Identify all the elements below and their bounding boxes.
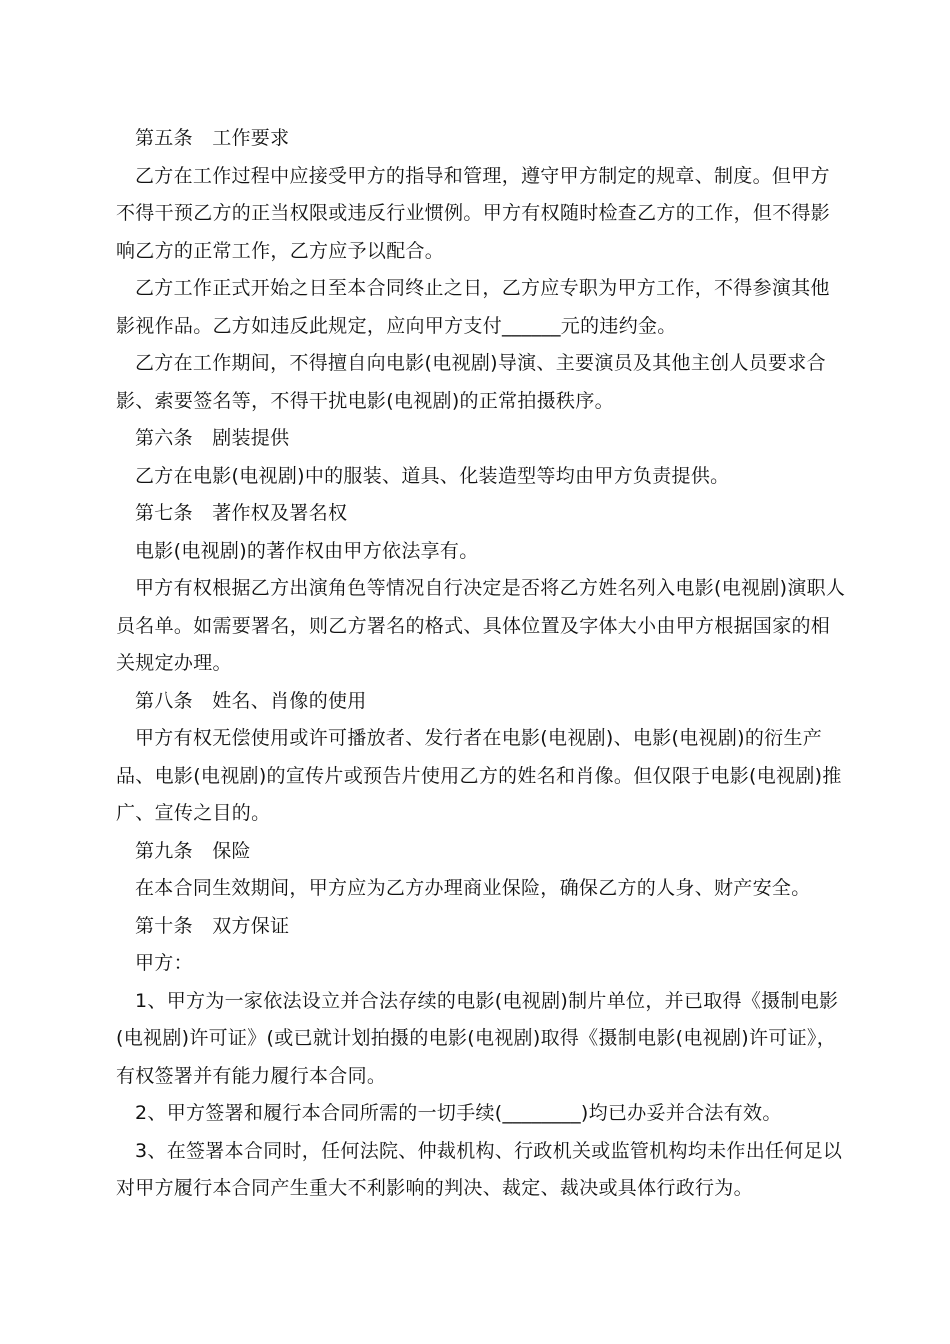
article-7-heading: 第七条 著作权及署名权 [135, 502, 348, 524]
article-9-paragraph-1: 在本合同生效期间，甲方应为乙方办理商业保险，确保乙方的人身、财产安全。 [135, 877, 811, 899]
article-8-paragraph-1: 甲方有权无偿使用或许可播放者、发行者在电影(电视剧)、电影(电视剧)的衍生产品、电影(电视剧)的宣传片或预告片使用乙方的姓名和肖像。但仅限于电影(电视剧)推广、宣传之目的。 [116, 727, 842, 824]
article-5-paragraph-2: 乙方工作正式开始之日至本合同终止之日，乙方应专职为甲方工作，不得参演其他影视作品。乙方如违反此规定，应向甲方支付______元的违约金。 [116, 277, 830, 337]
article-8-heading: 第八条 姓名、肖像的使用 [135, 689, 367, 712]
article-5-paragraph-3: 乙方在工作期间，不得擅自向电影(电视剧)导演、主要演员及其他主创人员要求合影、索要签名等，不得干扰电影(电视剧)的正常拍摄秩序。 [116, 352, 826, 412]
party-a-label: 甲方： [135, 952, 193, 974]
article-6-paragraph-1: 乙方在电影(电视剧)中的服装、道具、化装造型等均由甲方负责提供。 [135, 464, 730, 487]
article-10-heading: 第十条 双方保证 [135, 914, 290, 937]
article-7-paragraph-2: 甲方有权根据乙方出演角色等情况自行决定是否将乙方姓名列入电影(电视剧)演职人员名单。如需要署名，则乙方署名的格式、具体位置及字体大小由甲方根据国家的相关规定办理。 [116, 577, 846, 674]
party-a-warranty-2: 2、甲方签署和履行本合同所需的一切手续(________)均已办妥并合法有效。 [135, 1102, 782, 1124]
article-7-paragraph-1: 电影(电视剧)的著作权由甲方依法享有。 [135, 539, 479, 562]
contract-body [116, 120, 846, 1208]
article-5-paragraph-1: 乙方在工作过程中应接受甲方的指导和管理，遵守甲方制定的规章、制度。但甲方不得干预乙方的正当权限或违反行业惯例。甲方有权随时检查乙方的工作，但不得影响乙方的正常工作，乙方应予以配合。 [116, 164, 831, 262]
party-a-warranty-1: 1、甲方为一家依法设立并合法存续的电影(电视剧)制片单位，并已取得《摄制电影(电视剧)许可证》(或已就计划拍摄的电影(电视剧)取得《摄制电影(电视剧)许可证》，有权签署并有能力履行本合同。 [116, 989, 839, 1087]
article-5-heading: 第五条 工作要求 [135, 127, 290, 149]
article-9-heading: 第九条 保险 [135, 839, 251, 862]
party-a-warranty-3: 3、在签署本合同时，任何法院、仲裁机构、行政机关或监管机构均未作出任何足以对甲方履行本合同产生重大不利影响的判决、裁定、裁决或具体行政行为。 [116, 1139, 843, 1199]
article-6-heading: 第六条 剧装提供 [135, 427, 290, 449]
